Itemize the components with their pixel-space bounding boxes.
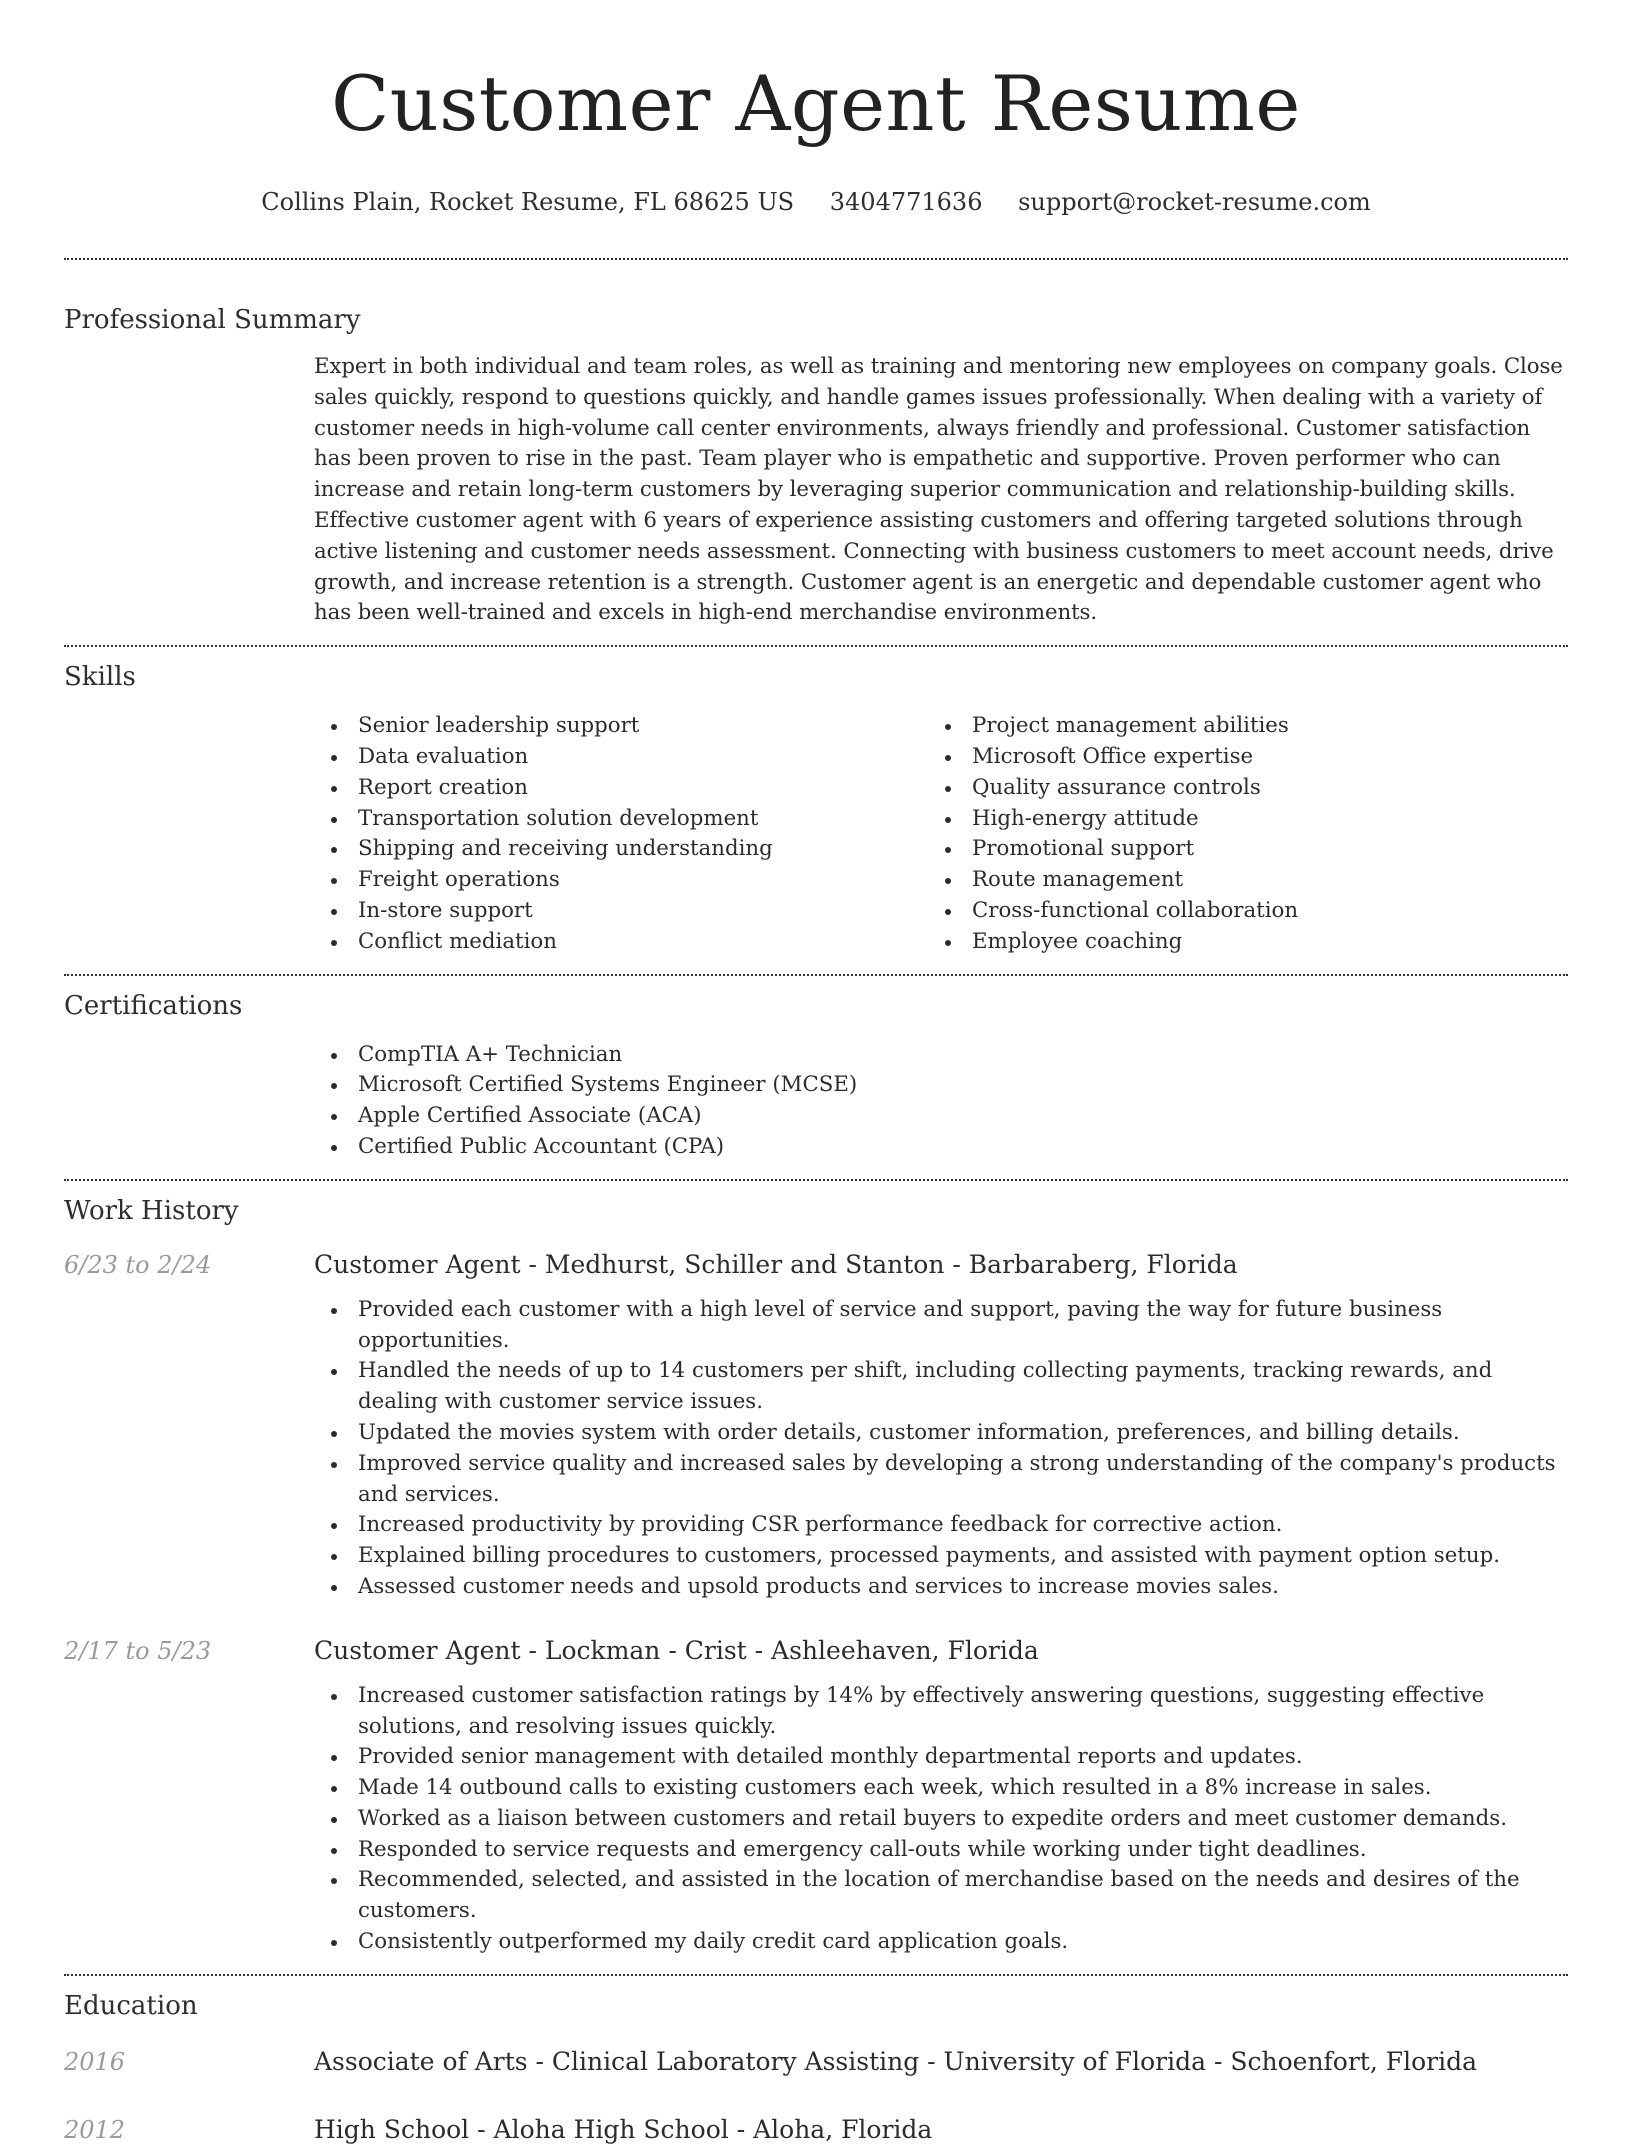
- job-date: 2/17 to 5/23: [64, 1636, 212, 1665]
- contact-email: support@rocket-resume.com: [1018, 188, 1371, 216]
- list-item: Certified Public Accountant (CPA): [314, 1132, 1568, 1163]
- list-item: Apple Certified Associate (ACA): [314, 1101, 1568, 1132]
- section-heading-summary: Professional Summary: [64, 305, 361, 335]
- list-item: High-energy attitude: [928, 804, 1542, 835]
- summary-text: Expert in both individual and team roles, as well as training and mentoring new employees on company goals. Close sales quickly, respond to questions quickly, and handle games issues professionally. When dealing with a variety of customer needs in high-volume call center environments, always friendly and professional. Customer satisfaction has been proven to rise in the past. Team player who is empathetic and supportive. Proven performer who can increase and retain long-term customers by leveraging superior communication and relationship-building skills. Effective customer agent with 6 years of experience assisting customers and offering targeted solutions through active listening and customer needs assessment. Connecting with business customers to meet account needs, drive growth, and increase retention is a strength. Customer agent is an energetic and dependable customer agent who has been well-trained and excels in high-end merchandise environments.: [314, 354, 1563, 626]
- list-item: Increased productivity by providing CSR performance feedback for corrective action.: [314, 1510, 1568, 1541]
- list-item: Microsoft Certified Systems Engineer (MCSE): [314, 1070, 1568, 1101]
- list-item: Consistently outperformed my daily credit card application goals.: [314, 1927, 1568, 1958]
- section-heading-skills: Skills: [64, 662, 136, 693]
- skills-section: [64, 647, 1568, 957]
- contact-line: [64, 184, 1568, 220]
- list-item: Responded to service requests and emergency call-outs while working under tight deadlines.: [314, 1835, 1568, 1866]
- education-title: High School - Aloha High School - Aloha, Florida: [314, 2114, 933, 2144]
- work-history-section: [64, 1181, 1568, 1958]
- section-heading-work: Work History: [64, 1195, 239, 1226]
- list-item: Shipping and receiving understanding: [314, 834, 928, 865]
- resume-title: Customer Agent Resume: [331, 59, 1301, 148]
- list-item: Explained billing procedures to customers, processed payments, and assisted with payment option setup.: [314, 1541, 1568, 1572]
- education-entry: [64, 2044, 1568, 2080]
- skills-list-right: [928, 711, 1542, 957]
- certifications-list: [314, 1040, 1568, 1163]
- job-bullets: [314, 1681, 1568, 1958]
- list-item: Increased customer satisfaction ratings by 14% by effectively answering questions, suggesting effective solutions, and resolving issues quickly.: [314, 1681, 1568, 1743]
- resume-page: [64, 0, 1568, 2148]
- list-item: In-store support: [314, 896, 928, 927]
- education-date: 2016: [64, 2047, 126, 2076]
- education-title: Associate of Arts - Clinical Laboratory Assisting - University of Florida - Schoenfort, Florida: [314, 2046, 1477, 2076]
- job-date: 6/23 to 2/24: [64, 1250, 212, 1279]
- job-title: Customer Agent - Lockman - Crist - Ashleehaven, Florida: [314, 1635, 1039, 1665]
- contact-address: Collins Plain, Rocket Resume, FL 68625 US: [261, 188, 795, 216]
- summary-section: [64, 260, 1568, 629]
- list-item: Recommended, selected, and assisted in the location of merchandise based on the needs and desires of the customers.: [314, 1865, 1568, 1927]
- certifications-section: [64, 976, 1568, 1163]
- list-item: Improved service quality and increased sales by developing a strong understanding of the company's products and services.: [314, 1449, 1568, 1511]
- job-entry-header: [64, 1247, 1568, 1283]
- list-item: Transportation solution development: [314, 804, 928, 835]
- education-entry: [64, 2112, 1568, 2148]
- list-item: Microsoft Office expertise: [928, 742, 1542, 773]
- list-item: Provided senior management with detailed monthly departmental reports and updates.: [314, 1742, 1568, 1773]
- list-item: Made 14 outbound calls to existing customers each week, which resulted in a 8% increase in sales.: [314, 1773, 1568, 1804]
- skills-list-left: [314, 711, 928, 957]
- list-item: Quality assurance controls: [928, 773, 1542, 804]
- list-item: Handled the needs of up to 14 customers per shift, including collecting payments, tracking rewards, and dealing with customer service issues.: [314, 1356, 1568, 1418]
- list-item: Conflict mediation: [314, 927, 928, 958]
- list-item: Provided each customer with a high level of service and support, paving the way for future business opportunities.: [314, 1295, 1568, 1357]
- list-item: Project management abilities: [928, 711, 1542, 742]
- job-title: Customer Agent - Medhurst, Schiller and Stanton - Barbaraberg, Florida: [314, 1249, 1238, 1279]
- list-item: Promotional support: [928, 834, 1542, 865]
- list-item: Senior leadership support: [314, 711, 928, 742]
- list-item: Assessed customer needs and upsold products and services to increase movies sales.: [314, 1572, 1568, 1603]
- list-item: Updated the movies system with order details, customer information, preferences, and billing details.: [314, 1418, 1568, 1449]
- list-item: Report creation: [314, 773, 928, 804]
- section-heading-certifications: Certifications: [64, 990, 243, 1021]
- list-item: Data evaluation: [314, 742, 928, 773]
- job-bullets: [314, 1295, 1568, 1603]
- list-item: Cross-functional collaboration: [928, 896, 1542, 927]
- section-heading-education: Education: [64, 1990, 198, 2021]
- list-item: Worked as a liaison between customers and retail buyers to expedite orders and meet customer demands.: [314, 1804, 1568, 1835]
- list-item: Employee coaching: [928, 927, 1542, 958]
- list-item: Route management: [928, 865, 1542, 896]
- contact-phone: 3404771636: [829, 188, 983, 216]
- job-entry-header: [64, 1633, 1568, 1669]
- list-item: CompTIA A+ Technician: [314, 1040, 1568, 1071]
- list-item: Freight operations: [314, 865, 928, 896]
- education-date: 2012: [64, 2115, 126, 2144]
- education-section: [64, 1976, 1568, 2148]
